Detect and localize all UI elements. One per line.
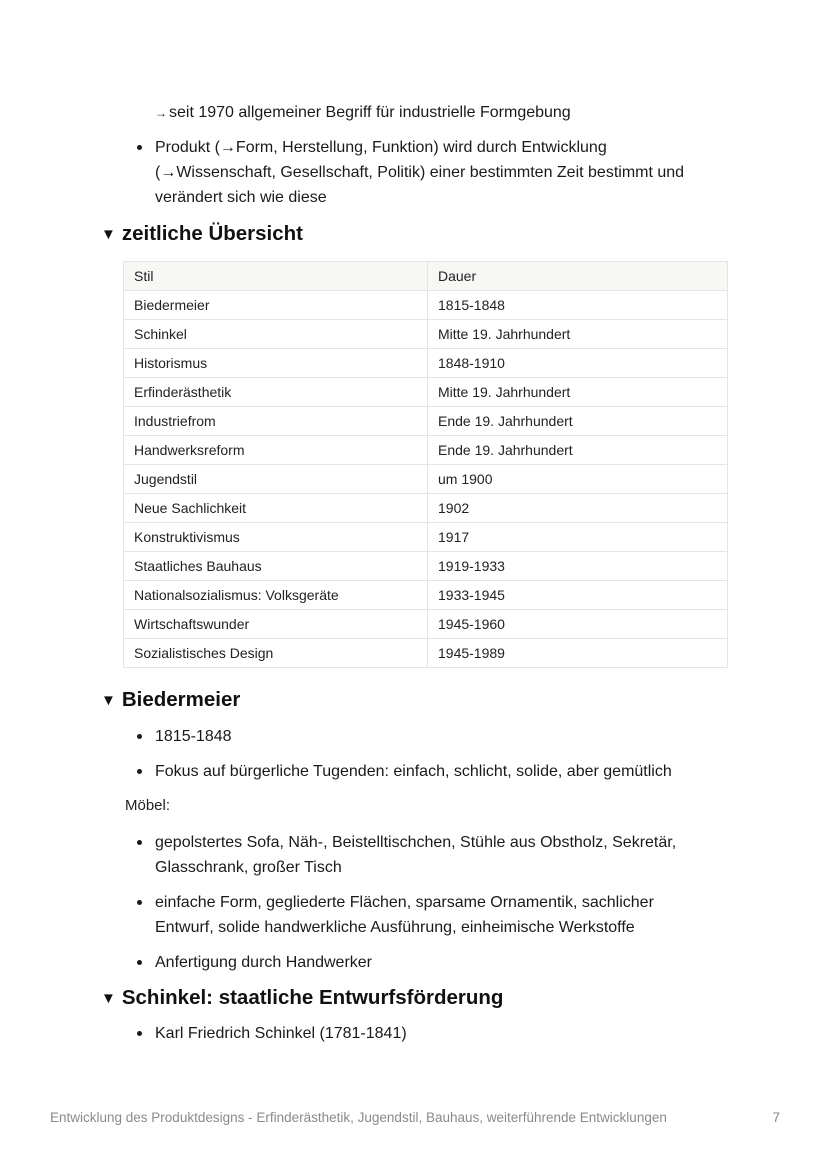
- toggle-triangle-icon[interactable]: ▼: [101, 692, 116, 709]
- section-title: Biedermeier: [121, 688, 241, 711]
- page-number: 7: [772, 1110, 780, 1125]
- table-header-cell: Dauer: [428, 262, 728, 291]
- table-cell: Handwerksreform: [124, 436, 428, 465]
- table-row: [124, 465, 728, 494]
- table-cell: Ende 19. Jahrhundert: [428, 407, 728, 436]
- moebel-bullet-list: [135, 830, 676, 975]
- biedermeier-bullet-list: [135, 724, 672, 784]
- table-row: [124, 349, 728, 378]
- table-cell: Staatliches Bauhaus: [124, 552, 428, 581]
- toggle-heading-schinkel[interactable]: [101, 985, 503, 1012]
- table-cell: Wirtschaftswunder: [124, 610, 428, 639]
- toggle-heading-overview[interactable]: [101, 221, 303, 248]
- table-cell: 1919-1933: [428, 552, 728, 581]
- table-cell: Nationalsozialismus: Volksgeräte: [124, 581, 428, 610]
- table-cell: Jugendstil: [124, 465, 428, 494]
- table-cell: 1917: [428, 523, 728, 552]
- table-row: [124, 552, 728, 581]
- intro-bullet-list: [135, 135, 684, 210]
- table-row: [124, 523, 728, 552]
- table-cell: Industriefrom: [124, 407, 428, 436]
- table-cell: Neue Sachlichkeit: [124, 494, 428, 523]
- table-row: [124, 610, 728, 639]
- table-cell: 1848-1910: [428, 349, 728, 378]
- table-cell: Konstruktivismus: [124, 523, 428, 552]
- list-item: 1815-1848: [135, 724, 672, 749]
- table-cell: 1815-1848: [428, 291, 728, 320]
- table-cell: 1945-1989: [428, 639, 728, 668]
- list-item: Fokus auf bürgerliche Tugenden: einfach, schlicht, solide, aber gemütlich: [135, 759, 672, 784]
- table-cell: Sozialistisches Design: [124, 639, 428, 668]
- table-row: [124, 494, 728, 523]
- schinkel-bullet-list: [135, 1021, 407, 1046]
- table-row: [124, 639, 728, 668]
- toggle-triangle-icon[interactable]: ▼: [101, 990, 116, 1007]
- table-cell: Erfinderästhetik: [124, 378, 428, 407]
- list-item: Produkt (→Form, Herstellung, Funktion) wird durch Entwicklung (→Wissenschaft, Gesellschaft, Politik) einer bestimmten Zeit bestimmt und verändert sich wie diese: [135, 135, 684, 210]
- table-cell: Mitte 19. Jahrhundert: [428, 378, 728, 407]
- table-cell: Historismus: [124, 349, 428, 378]
- section-title: zeitliche Übersicht: [121, 222, 303, 245]
- table-row: [124, 581, 728, 610]
- table-cell: um 1900: [428, 465, 728, 494]
- table-row: [124, 320, 728, 349]
- table-cell: Mitte 19. Jahrhundert: [428, 320, 728, 349]
- overview-table: [123, 261, 728, 668]
- table-cell: Ende 19. Jahrhundert: [428, 436, 728, 465]
- table-cell: 1945-1960: [428, 610, 728, 639]
- table-header-cell: Stil: [124, 262, 428, 291]
- list-item: einfache Form, gegliederte Flächen, sparsame Ornamentik, sachlicher Entwurf, solide handwerkliche Ausführung, einheimische Werkstoffe: [135, 890, 676, 940]
- table-cell: 1933-1945: [428, 581, 728, 610]
- footer-title: Entwicklung des Produktdesigns - Erfinderästhetik, Jugendstil, Bauhaus, weiterführende Entwicklungen: [50, 1110, 667, 1125]
- intro-continuation-line: [155, 100, 571, 126]
- table-row: [124, 378, 728, 407]
- table-cell: 1902: [428, 494, 728, 523]
- list-item: gepolstertes Sofa, Näh-, Beistelltischchen, Stühle aus Obstholz, Sekretär, Glasschrank, großer Tisch: [135, 830, 676, 880]
- table-row: [124, 291, 728, 320]
- table-row: [124, 407, 728, 436]
- table-cell: Schinkel: [124, 320, 428, 349]
- page-footer: [50, 1108, 780, 1128]
- intro-line-text: seit 1970 allgemeiner Begriff für industrielle Formgebung: [169, 104, 571, 121]
- table-cell: Biedermeier: [124, 291, 428, 320]
- list-item: Anfertigung durch Handwerker: [135, 950, 676, 975]
- toggle-heading-biedermeier[interactable]: [101, 687, 240, 714]
- table-header-row: [124, 262, 728, 291]
- moebel-label: Möbel:: [125, 797, 171, 814]
- toggle-triangle-icon[interactable]: ▼: [101, 226, 116, 243]
- section-title: Schinkel: staatliche Entwurfsförderung: [121, 986, 504, 1009]
- list-item: Karl Friedrich Schinkel (1781-1841): [135, 1021, 407, 1046]
- arrow-right-icon: →: [155, 106, 167, 120]
- table-row: [124, 436, 728, 465]
